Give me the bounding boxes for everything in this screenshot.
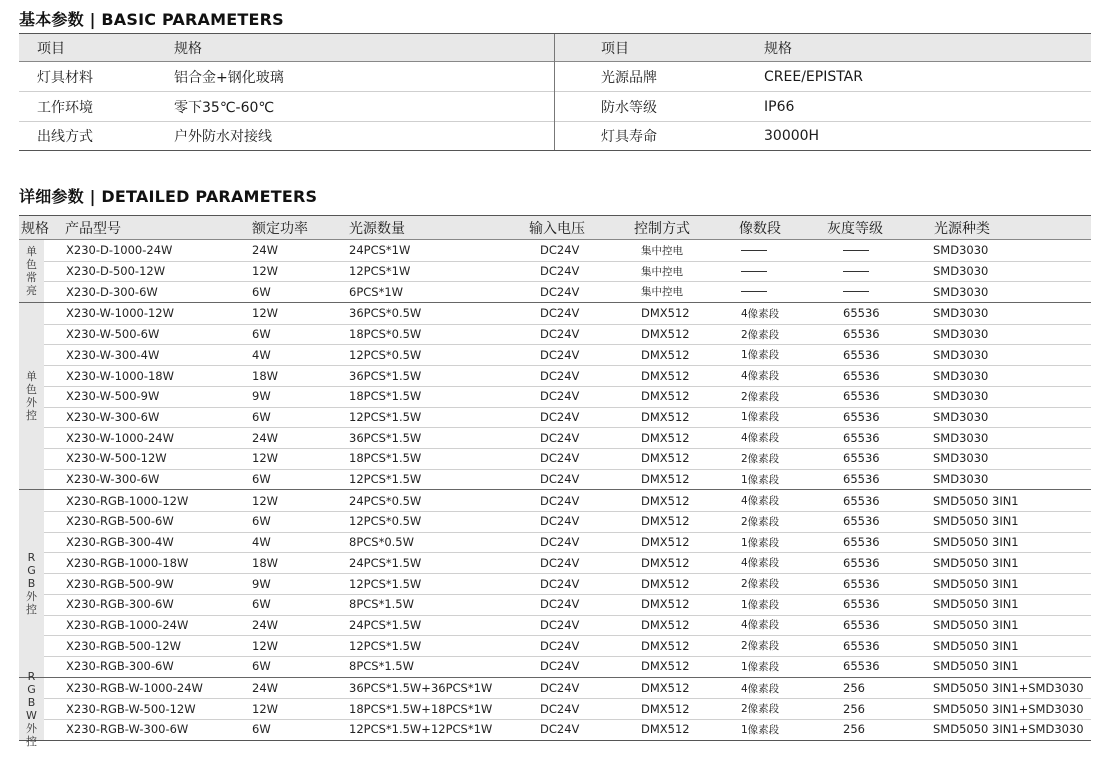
pixel-segment-cell: 2像素段 [741, 390, 780, 403]
light-source-qty-cell: 36PCS*0.5W [349, 306, 422, 321]
grayscale-cell: 65536 [843, 659, 880, 674]
light-source-type-cell: SMD5050 3IN1 [933, 638, 1019, 653]
grayscale-cell [843, 240, 869, 261]
power-cell: 6W [252, 659, 271, 674]
spec-group [19, 669, 1091, 748]
light-source-type-cell: SMD3030 [933, 264, 989, 279]
model-cell: X230-RGB-500-6W [66, 514, 174, 529]
table-row [44, 324, 1091, 346]
grayscale-cell: 65536 [843, 597, 880, 612]
power-cell: 6W [252, 409, 271, 424]
light-source-qty-cell: 18PCS*0.5W [349, 327, 422, 342]
light-source-type-cell: SMD5050 3IN1 [933, 535, 1019, 550]
light-source-qty-cell: 24PCS*1.5W [349, 617, 422, 632]
power-cell: 12W [252, 638, 279, 653]
header-spec-right: 规格 [764, 40, 792, 57]
power-cell: 9W [252, 576, 271, 591]
table-row [44, 698, 1091, 720]
detailed-parameters-title: 详细参数 | DETAILED PARAMETERS [19, 187, 318, 206]
light-source-type-cell: SMD5050 3IN1 [933, 617, 1019, 632]
power-cell: 6W [252, 722, 271, 737]
grayscale-cell: 65536 [843, 368, 880, 383]
light-source-qty-cell: 12PCS*1.5W [349, 576, 422, 591]
power-cell: 9W [252, 389, 271, 404]
light-source-qty-cell: 12PCS*1.5W [349, 409, 422, 424]
group-label-wrapper [19, 490, 44, 676]
power-cell: 24W [252, 243, 279, 258]
spec-group [19, 303, 1091, 490]
light-source-type-cell: SMD3030 [933, 347, 989, 362]
group-label: RGBW外控 [26, 669, 37, 748]
item-name: 光源品牌 [601, 69, 657, 86]
control-mode-cell: 集中控电 [641, 286, 683, 299]
voltage-cell: DC24V [540, 555, 580, 570]
light-source-qty-cell: 24PCS*1W [349, 243, 411, 258]
voltage-cell: DC24V [540, 327, 580, 342]
table-row [44, 386, 1091, 408]
dash-placeholder [741, 250, 767, 251]
model-cell: X230-RGB-1000-24W [66, 617, 189, 632]
power-cell: 4W [252, 535, 271, 550]
light-source-type-cell: SMD5050 3IN1 [933, 493, 1019, 508]
table-row [44, 303, 1091, 325]
light-source-qty-cell: 6PCS*1W [349, 284, 404, 299]
light-source-qty-cell: 12PCS*1.5W [349, 638, 422, 653]
control-mode-cell: DMX512 [641, 597, 690, 612]
voltage-cell: DC24V [540, 409, 580, 424]
detailed-parameters-table [19, 215, 1091, 748]
group-label: 单色外控 [26, 370, 37, 423]
table-row [44, 719, 1091, 740]
model-cell: X230-RGB-1000-12W [66, 493, 189, 508]
table-row [44, 407, 1091, 429]
group-label-wrapper [19, 303, 44, 489]
control-mode-cell: DMX512 [641, 389, 690, 404]
model-cell: X230-RGB-W-1000-24W [66, 681, 203, 696]
spec-group [19, 240, 1091, 303]
table-row [44, 594, 1091, 616]
power-cell: 6W [252, 472, 271, 487]
pixel-segment-cell: 2像素段 [741, 452, 780, 465]
pixel-segment-cell: 4像素段 [741, 432, 780, 445]
light-source-qty-cell: 24PCS*0.5W [349, 493, 422, 508]
pixel-segment-cell: 4像素段 [741, 682, 780, 695]
column-header: 灰度等级 [827, 220, 883, 237]
item-name: 灯具寿命 [601, 128, 657, 145]
light-source-type-cell: SMD5050 3IN1 [933, 659, 1019, 674]
voltage-cell: DC24V [540, 430, 580, 445]
control-mode-cell: DMX512 [641, 681, 690, 696]
control-mode-cell: DMX512 [641, 701, 690, 716]
pixel-segment-cell [741, 240, 767, 261]
pixel-segment-cell: 1像素段 [741, 723, 780, 736]
power-cell: 12W [252, 264, 279, 279]
grayscale-cell: 256 [843, 722, 865, 737]
light-source-type-cell: SMD5050 3IN1+SMD3030 [933, 722, 1084, 737]
voltage-cell: DC24V [540, 284, 580, 299]
column-header: 光源数量 [349, 220, 405, 237]
model-cell: X230-W-300-6W [66, 472, 160, 487]
power-cell: 6W [252, 327, 271, 342]
control-mode-cell: DMX512 [641, 617, 690, 632]
column-header: 控制方式 [634, 220, 690, 237]
group-label-wrapper [19, 669, 44, 748]
voltage-cell: DC24V [540, 264, 580, 279]
control-mode-cell: DMX512 [641, 451, 690, 466]
pixel-segment-cell: 1像素段 [741, 660, 780, 673]
light-source-type-cell: SMD5050 3IN1+SMD3030 [933, 701, 1084, 716]
light-source-type-cell: SMD3030 [933, 243, 989, 258]
pixel-segment-cell: 1像素段 [741, 349, 780, 362]
model-cell: X230-RGB-W-300-6W [66, 722, 189, 737]
light-source-type-cell: SMD5050 3IN1 [933, 576, 1019, 591]
light-source-qty-cell: 12PCS*0.5W [349, 514, 422, 529]
grayscale-cell: 65536 [843, 576, 880, 591]
power-cell: 12W [252, 451, 279, 466]
light-source-qty-cell: 36PCS*1.5W [349, 368, 422, 383]
basic-parameters-title: 基本参数 | BASIC PARAMETERS [19, 10, 284, 29]
column-header: 产品型号 [65, 220, 121, 237]
voltage-cell: DC24V [540, 493, 580, 508]
item-name: 防水等级 [601, 99, 657, 116]
item-spec: CREE/EPISTAR [764, 68, 863, 85]
light-source-qty-cell: 12PCS*1.5W+12PCS*1W [349, 722, 493, 737]
power-cell: 12W [252, 306, 279, 321]
item-spec: IP66 [764, 98, 795, 115]
model-cell: X230-W-1000-18W [66, 368, 174, 383]
column-divider [554, 34, 555, 150]
table-row [44, 678, 1091, 700]
column-header: 额定功率 [252, 220, 308, 237]
voltage-cell: DC24V [540, 617, 580, 632]
table-row [44, 469, 1091, 490]
pixel-segment-cell: 2像素段 [741, 515, 780, 528]
basic-parameters-table [19, 33, 1091, 151]
column-header: 光源种类 [934, 220, 990, 237]
pixel-segment-cell: 4像素段 [741, 619, 780, 632]
control-mode-cell: DMX512 [641, 659, 690, 674]
light-source-type-cell: SMD3030 [933, 451, 989, 466]
basic-table-row [19, 121, 1091, 150]
light-source-type-cell: SMD5050 3IN1 [933, 555, 1019, 570]
voltage-cell: DC24V [540, 701, 580, 716]
grayscale-cell: 65536 [843, 493, 880, 508]
model-cell: X230-RGB-1000-18W [66, 555, 189, 570]
item-spec: 户外防水对接线 [174, 128, 272, 145]
control-mode-cell: DMX512 [641, 430, 690, 445]
control-mode-cell: DMX512 [641, 722, 690, 737]
table-row [44, 281, 1091, 302]
pixel-segment-cell: 2像素段 [741, 578, 780, 591]
voltage-cell: DC24V [540, 243, 580, 258]
dash-placeholder [741, 291, 767, 292]
grayscale-cell [843, 281, 869, 302]
grayscale-cell: 65536 [843, 535, 880, 550]
group-label: RGB外控 [26, 551, 37, 617]
light-source-qty-cell: 12PCS*1W [349, 264, 411, 279]
light-source-type-cell: SMD3030 [933, 430, 989, 445]
table-row [44, 261, 1091, 283]
pixel-segment-cell: 4像素段 [741, 370, 780, 383]
voltage-cell: DC24V [540, 514, 580, 529]
model-cell: X230-W-500-6W [66, 327, 160, 342]
basic-table-header [19, 34, 1091, 62]
light-source-qty-cell: 12PCS*1.5W [349, 472, 422, 487]
model-cell: X230-RGB-500-9W [66, 576, 174, 591]
control-mode-cell: DMX512 [641, 535, 690, 550]
basic-table-row [19, 62, 1091, 92]
light-source-qty-cell: 18PCS*1.5W [349, 389, 422, 404]
light-source-type-cell: SMD5050 3IN1 [933, 514, 1019, 529]
light-source-qty-cell: 36PCS*1.5W+36PCS*1W [349, 681, 493, 696]
grayscale-cell: 65536 [843, 409, 880, 424]
control-mode-cell: DMX512 [641, 638, 690, 653]
table-row [44, 552, 1091, 574]
grayscale-cell: 65536 [843, 617, 880, 632]
model-cell: X230-RGB-300-6W [66, 597, 174, 612]
model-cell: X230-W-300-4W [66, 347, 160, 362]
table-row [44, 490, 1091, 512]
table-row [44, 573, 1091, 595]
table-row [44, 240, 1091, 262]
table-row [44, 448, 1091, 470]
pixel-segment-cell: 4像素段 [741, 557, 780, 570]
model-cell: X230-W-500-12W [66, 451, 167, 466]
light-source-type-cell: SMD3030 [933, 284, 989, 299]
voltage-cell: DC24V [540, 576, 580, 591]
voltage-cell: DC24V [540, 306, 580, 321]
control-mode-cell: DMX512 [641, 347, 690, 362]
light-source-type-cell: SMD3030 [933, 306, 989, 321]
column-header: 输入电压 [529, 220, 585, 237]
power-cell: 6W [252, 597, 271, 612]
dash-placeholder [843, 250, 869, 251]
light-source-qty-cell: 36PCS*1.5W [349, 430, 422, 445]
model-cell: X230-D-500-12W [66, 264, 166, 279]
pixel-segment-cell: 2像素段 [741, 640, 780, 653]
item-spec: 零下35℃-60℃ [174, 99, 275, 116]
pixel-segment-cell [741, 281, 767, 302]
control-mode-cell: DMX512 [641, 472, 690, 487]
voltage-cell: DC24V [540, 389, 580, 404]
voltage-cell: DC24V [540, 535, 580, 550]
item-spec: 30000H [764, 127, 820, 144]
model-cell: X230-D-300-6W [66, 284, 158, 299]
light-source-qty-cell: 18PCS*1.5W [349, 451, 422, 466]
model-cell: X230-W-300-6W [66, 409, 160, 424]
control-mode-cell: 集中控电 [641, 265, 683, 278]
voltage-cell: DC24V [540, 659, 580, 674]
voltage-cell: DC24V [540, 681, 580, 696]
dash-placeholder [741, 271, 767, 272]
item-name: 出线方式 [37, 128, 93, 145]
control-mode-cell: DMX512 [641, 514, 690, 529]
control-mode-cell: DMX512 [641, 306, 690, 321]
voltage-cell: DC24V [540, 368, 580, 383]
model-cell: X230-W-500-9W [66, 389, 160, 404]
item-name: 灯具材料 [37, 69, 93, 86]
power-cell: 12W [252, 701, 279, 716]
group-label: 单色常亮 [26, 245, 37, 298]
light-source-type-cell: SMD3030 [933, 472, 989, 487]
grayscale-cell: 65536 [843, 451, 880, 466]
light-source-type-cell: SMD3030 [933, 409, 989, 424]
light-source-qty-cell: 18PCS*1.5W+18PCS*1W [349, 701, 493, 716]
header-spec-left: 规格 [174, 40, 202, 57]
table-row [44, 615, 1091, 637]
table-row [44, 511, 1091, 533]
column-header: 像数段 [739, 220, 781, 237]
grayscale-cell: 65536 [843, 472, 880, 487]
power-cell: 6W [252, 284, 271, 299]
table-row [44, 635, 1091, 657]
grayscale-cell: 256 [843, 701, 865, 716]
model-cell: X230-RGB-300-4W [66, 535, 174, 550]
grayscale-cell: 65536 [843, 638, 880, 653]
voltage-cell: DC24V [540, 597, 580, 612]
control-mode-cell: 集中控电 [641, 244, 683, 257]
power-cell: 24W [252, 617, 279, 632]
control-mode-cell: DMX512 [641, 409, 690, 424]
voltage-cell: DC24V [540, 347, 580, 362]
pixel-segment-cell: 4像素段 [741, 307, 780, 320]
voltage-cell: DC24V [540, 722, 580, 737]
light-source-qty-cell: 24PCS*1.5W [349, 555, 422, 570]
control-mode-cell: DMX512 [641, 576, 690, 591]
light-source-type-cell: SMD3030 [933, 368, 989, 383]
light-source-type-cell: SMD5050 3IN1+SMD3030 [933, 681, 1084, 696]
power-cell: 18W [252, 368, 279, 383]
light-source-qty-cell: 8PCS*0.5W [349, 535, 414, 550]
group-label-wrapper [19, 240, 44, 302]
voltage-cell: DC24V [540, 638, 580, 653]
model-cell: X230-RGB-W-500-12W [66, 701, 196, 716]
pixel-segment-cell: 1像素段 [741, 536, 780, 549]
control-mode-cell: DMX512 [641, 555, 690, 570]
light-source-qty-cell: 8PCS*1.5W [349, 597, 414, 612]
power-cell: 6W [252, 514, 271, 529]
light-source-type-cell: SMD3030 [933, 327, 989, 342]
grayscale-cell: 65536 [843, 327, 880, 342]
basic-table-row [19, 92, 1091, 122]
control-mode-cell: DMX512 [641, 368, 690, 383]
power-cell: 4W [252, 347, 271, 362]
control-mode-cell: DMX512 [641, 493, 690, 508]
grayscale-cell: 256 [843, 681, 865, 696]
light-source-type-cell: SMD3030 [933, 389, 989, 404]
dash-placeholder [843, 291, 869, 292]
grayscale-cell: 65536 [843, 347, 880, 362]
light-source-type-cell: SMD5050 3IN1 [933, 597, 1019, 612]
model-cell: X230-RGB-300-6W [66, 659, 174, 674]
grayscale-cell: 65536 [843, 555, 880, 570]
pixel-segment-cell: 1像素段 [741, 598, 780, 611]
item-name: 工作环境 [37, 99, 93, 116]
item-spec: 铝合金+钢化玻璃 [174, 69, 284, 86]
dash-placeholder [843, 271, 869, 272]
pixel-segment-cell: 4像素段 [741, 495, 780, 508]
power-cell: 24W [252, 681, 279, 696]
light-source-qty-cell: 12PCS*0.5W [349, 347, 422, 362]
column-header: 规格 [21, 220, 49, 237]
pixel-segment-cell [741, 261, 767, 282]
table-row [44, 365, 1091, 387]
grayscale-cell: 65536 [843, 389, 880, 404]
power-cell: 24W [252, 430, 279, 445]
model-cell: X230-W-1000-24W [66, 430, 174, 445]
model-cell: X230-W-1000-12W [66, 306, 174, 321]
model-cell: X230-D-1000-24W [66, 243, 173, 258]
grayscale-cell: 65536 [843, 306, 880, 321]
table-row [44, 532, 1091, 554]
table-row [44, 427, 1091, 449]
header-item-right: 项目 [601, 40, 629, 57]
power-cell: 12W [252, 493, 279, 508]
spec-group [19, 490, 1091, 677]
header-item-left: 项目 [37, 40, 65, 57]
light-source-qty-cell: 8PCS*1.5W [349, 659, 414, 674]
pixel-segment-cell: 1像素段 [741, 473, 780, 486]
model-cell: X230-RGB-500-12W [66, 638, 182, 653]
voltage-cell: DC24V [540, 472, 580, 487]
table-row [44, 344, 1091, 366]
grayscale-cell: 65536 [843, 430, 880, 445]
detailed-table-header [19, 216, 1091, 240]
control-mode-cell: DMX512 [641, 327, 690, 342]
table-row [44, 656, 1091, 677]
voltage-cell: DC24V [540, 451, 580, 466]
grayscale-cell [843, 261, 869, 282]
pixel-segment-cell: 1像素段 [741, 411, 780, 424]
grayscale-cell: 65536 [843, 514, 880, 529]
pixel-segment-cell: 2像素段 [741, 328, 780, 341]
power-cell: 18W [252, 555, 279, 570]
pixel-segment-cell: 2像素段 [741, 703, 780, 716]
